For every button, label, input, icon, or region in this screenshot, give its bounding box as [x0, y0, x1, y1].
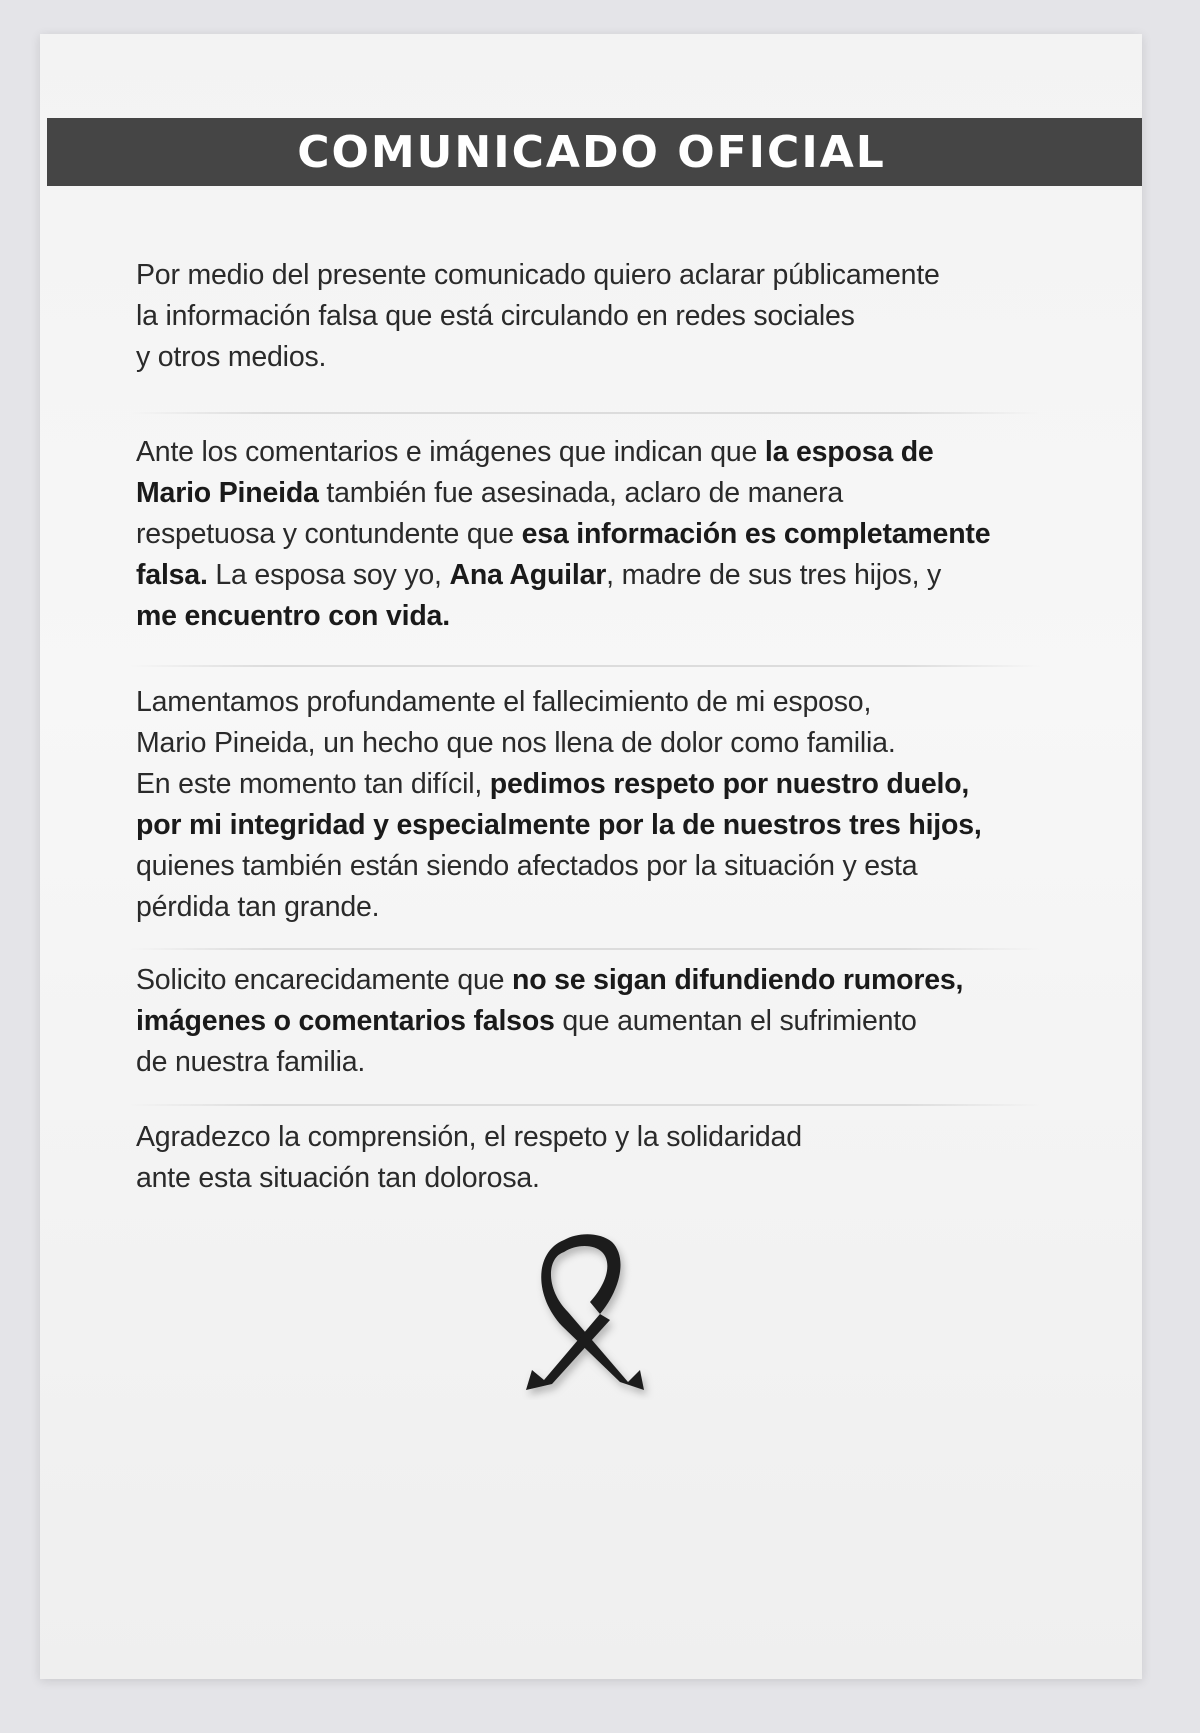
text-line — [136, 1001, 1076, 1042]
text-line — [136, 555, 1076, 596]
paragraph-condolence — [136, 682, 1076, 928]
text-segment: Ante los comentarios e imágenes que indican que — [136, 436, 765, 468]
text-line — [136, 887, 1076, 928]
paragraph-clarification — [136, 432, 1076, 637]
document-title: COMUNICADO OFICIAL — [297, 126, 886, 178]
header-bar — [47, 118, 1142, 186]
bold-text: esa información es completamente — [521, 518, 991, 550]
text-segment: de nuestra familia. — [136, 1046, 366, 1078]
text-line — [136, 1042, 1076, 1083]
bold-text: no se sigan difundiendo rumores, — [512, 964, 964, 996]
bold-text: Ana Aguilar — [449, 559, 607, 591]
text-segment: ante esta situación tan dolorosa. — [136, 1162, 540, 1194]
text-line — [136, 473, 1076, 514]
bold-text: falsa. — [136, 559, 208, 591]
text-line — [136, 596, 1076, 637]
bold-text: imágenes o comentarios falsos — [136, 1005, 555, 1037]
paragraph-divider — [130, 948, 1040, 950]
paragraph-thanks — [136, 1117, 1076, 1199]
bold-text: me encuentro con vida. — [136, 600, 450, 632]
bold-text: pedimos respeto por nuestro duelo, — [489, 768, 970, 800]
text-line — [136, 1117, 1076, 1158]
text-line — [136, 255, 1076, 296]
paragraph-request — [136, 960, 1076, 1083]
text-line — [136, 432, 1076, 473]
bold-text: por mi integridad y especialmente por la de nuestros tres hijos, — [136, 809, 982, 841]
paragraph-divider — [130, 412, 1040, 414]
paragraph-divider — [130, 1104, 1040, 1106]
text-segment: Mario Pineida, un hecho que nos llena de dolor como familia. — [136, 727, 896, 759]
text-segment: Lamentamos profundamente el fallecimiento de mi esposo, — [136, 686, 872, 718]
text-segment: En este momento tan difícil, — [136, 768, 490, 800]
text-line — [136, 296, 1076, 337]
text-segment: que aumentan el sufrimiento — [554, 1005, 917, 1037]
text-segment: pérdida tan grande. — [136, 891, 380, 923]
text-line — [136, 682, 1076, 723]
text-line — [136, 1158, 1076, 1199]
text-line — [136, 723, 1076, 764]
text-line — [136, 846, 1076, 887]
black-mourning-ribbon-icon — [516, 1230, 656, 1400]
text-segment: Por medio del presente comunicado quiero aclarar públicamente — [136, 259, 940, 291]
text-segment: Agradezco la comprensión, el respeto y la solidaridad — [136, 1121, 802, 1153]
text-segment: , madre de sus tres hijos, y — [606, 559, 942, 591]
text-segment: Solicito encarecidamente que — [136, 964, 513, 996]
paragraph-intro — [136, 255, 1076, 378]
bold-text: Mario Pineida — [136, 477, 319, 509]
text-segment: respetuosa y contundente que — [136, 518, 522, 550]
paragraph-divider — [130, 665, 1040, 667]
text-line — [136, 960, 1076, 1001]
text-segment: la información falsa que está circulando en redes sociales — [136, 300, 855, 332]
text-segment: también fue asesinada, aclaro de manera — [318, 477, 844, 509]
text-line — [136, 337, 1076, 378]
bold-text: la esposa de — [764, 436, 934, 468]
text-line — [136, 805, 1076, 846]
text-line — [136, 764, 1076, 805]
text-line — [136, 514, 1076, 555]
text-segment: La esposa soy yo, — [207, 559, 450, 591]
text-segment: y otros medios. — [136, 341, 327, 373]
text-segment: quienes también están siendo afectados por la situación y esta — [136, 850, 918, 882]
